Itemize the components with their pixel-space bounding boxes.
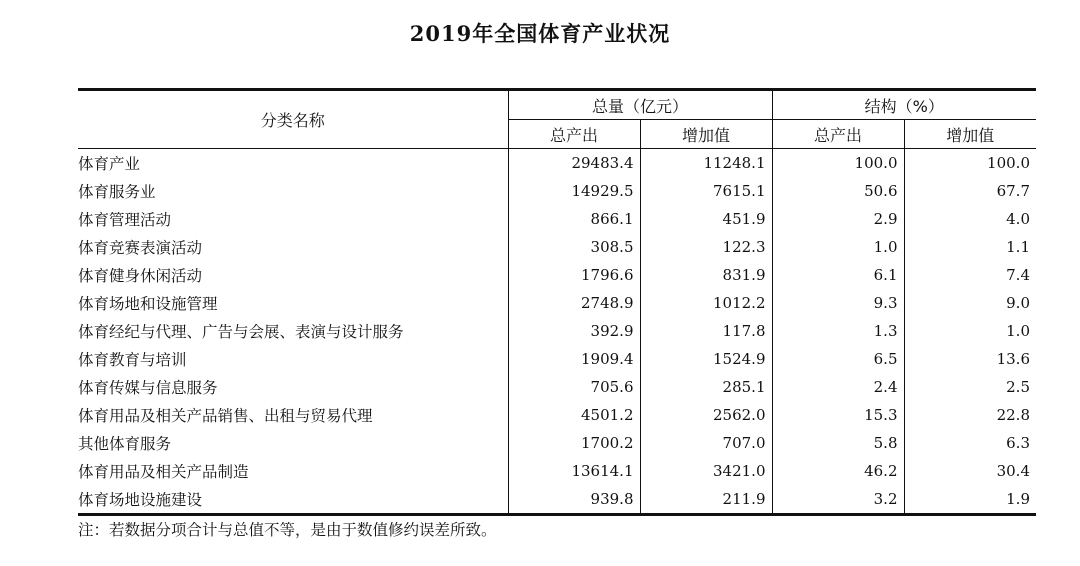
cell-value-added: 2562.0: [640, 401, 772, 429]
cell-value-added: 451.9: [640, 205, 772, 233]
cell-output-pct: 15.3: [772, 401, 904, 429]
cell-output-pct: 6.1: [772, 261, 904, 289]
cell-output-pct: 5.8: [772, 429, 904, 457]
cell-value-added: 1012.2: [640, 289, 772, 317]
row-category-name: 体育服务业: [78, 177, 508, 205]
cell-output-pct: 2.4: [772, 373, 904, 401]
cell-value-added-pct: 13.6: [996, 350, 1030, 368]
cell-value-added-pct: 4.0: [1006, 210, 1030, 228]
cell-value-added-pct: 30.4: [996, 462, 1030, 480]
cell-output: 392.9: [508, 317, 640, 345]
cell-value-added-pct: 1.1: [1006, 238, 1030, 256]
row-category-name: 体育经纪与代理、广告与会展、表演与设计服务: [78, 317, 508, 345]
table-row: [78, 233, 1036, 261]
cell-value-added-pct: 100.0: [987, 154, 1030, 172]
cell-output: 308.5: [508, 233, 640, 261]
cell-output-pct: 2.9: [772, 205, 904, 233]
row-category-name: 体育场地设施建设: [78, 485, 508, 515]
row-category-name: 体育健身休闲活动: [78, 261, 508, 289]
row-category-name: 体育场地和设施管理: [78, 289, 508, 317]
cell-value-added: 831.9: [640, 261, 772, 289]
cell-output-pct: 6.5: [772, 345, 904, 373]
cell-output: 705.6: [508, 373, 640, 401]
cell-value-added-pct: 6.3: [1006, 434, 1030, 452]
footnote: 注：若数据分项合计与总值不等，是由于数值修约误差所致。: [78, 521, 497, 539]
cell-value-added: 211.9: [640, 485, 772, 515]
cell-output: 14929.5: [508, 177, 640, 205]
cell-output: 4501.2: [508, 401, 640, 429]
cell-value-added: 3421.0: [640, 457, 772, 485]
cell-value-added: 707.0: [640, 429, 772, 457]
cell-value-added: 7615.1: [640, 177, 772, 205]
cell-value-added: 285.1: [640, 373, 772, 401]
table-row: [78, 345, 1036, 373]
table-row: [78, 289, 1036, 317]
row-category-name: 体育用品及相关产品销售、出租与贸易代理: [78, 401, 508, 429]
table-row: [78, 401, 1036, 429]
table-row: [78, 485, 1036, 515]
table-row: [78, 429, 1036, 457]
cell-value-added-pct: 67.7: [996, 182, 1030, 200]
cell-value-added: 117.8: [640, 317, 772, 345]
cell-value-added-pct: 1.9: [904, 485, 1036, 515]
cell-value-added: 122.3: [640, 233, 772, 261]
cell-output: 1909.4: [508, 345, 640, 373]
row-category-name: 体育竞赛表演活动: [78, 233, 508, 261]
header-category: 分类名称: [78, 90, 508, 149]
cell-output: 1796.6: [508, 261, 640, 289]
cell-output: 1700.2: [508, 429, 640, 457]
cell-output: 2748.9: [508, 289, 640, 317]
cell-output: 866.1: [508, 205, 640, 233]
header-value-added-pct: 增加值: [904, 120, 1036, 149]
cell-value-added-pct: 1.0: [1006, 322, 1030, 340]
cell-output-pct: 46.2: [772, 457, 904, 485]
cell-output: 13614.1: [508, 457, 640, 485]
cell-output: 29483.4: [508, 149, 640, 178]
table-row: [78, 177, 1036, 205]
cell-output: 939.8: [508, 485, 640, 515]
table-row: [78, 373, 1036, 401]
header-output: 总产出: [508, 120, 640, 149]
cell-output-pct: 50.6: [772, 177, 904, 205]
cell-value-added-pct: 7.4: [1006, 266, 1030, 284]
header-total-group: 总量（亿元）: [508, 90, 772, 120]
table-row: [78, 261, 1036, 289]
page-title: 2019年全国体育产业状况: [409, 21, 671, 46]
table-row: [78, 149, 1036, 178]
cell-output-pct: 1.0: [772, 233, 904, 261]
row-category-name: 体育传媒与信息服务: [78, 373, 508, 401]
row-category-name: 体育教育与培训: [78, 345, 508, 373]
row-category-name: 体育用品及相关产品制造: [78, 457, 508, 485]
row-category-name: 体育产业: [78, 149, 508, 178]
row-category-name: 体育管理活动: [78, 205, 508, 233]
cell-value-added-pct: 9.0: [1006, 294, 1030, 312]
cell-value-added: 1524.9: [640, 345, 772, 373]
statistics-table: [78, 88, 1036, 516]
cell-output-pct: 9.3: [772, 289, 904, 317]
cell-value-added-pct: 2.5: [1006, 378, 1030, 396]
header-output-pct: 总产出: [772, 120, 904, 149]
header-structure-group: 结构（%）: [772, 90, 1036, 120]
cell-output-pct: 3.2: [772, 485, 904, 515]
table-row: [78, 457, 1036, 485]
header-value-added: 增加值: [640, 120, 772, 149]
cell-value-added: 11248.1: [640, 149, 772, 178]
cell-value-added-pct: 22.8: [996, 406, 1030, 424]
cell-output-pct: 1.3: [772, 317, 904, 345]
table-row: [78, 317, 1036, 345]
cell-output-pct: 100.0: [772, 149, 904, 178]
table-row: [78, 205, 1036, 233]
row-category-name: 其他体育服务: [78, 429, 508, 457]
